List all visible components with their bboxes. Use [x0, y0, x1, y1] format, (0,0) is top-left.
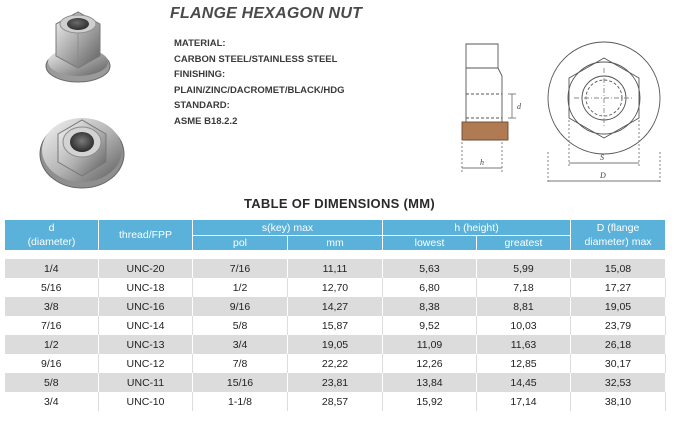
cell-s-mm: 23,81 [288, 373, 383, 392]
cell-d: 7/16 [5, 316, 99, 335]
cell-s-mm: 28,57 [288, 392, 383, 411]
cell-thread: UNC-14 [99, 316, 193, 335]
cell-thread: UNC-13 [99, 335, 193, 354]
technical-drawing [444, 32, 670, 187]
drawing-label-D: D [600, 171, 606, 180]
cell-thread: UNC-18 [99, 278, 193, 297]
cell-D: 17,27 [571, 278, 666, 297]
cell-d: 9/16 [5, 354, 99, 373]
cell-D: 23,79 [571, 316, 666, 335]
header-d [5, 220, 99, 251]
side-view [462, 44, 516, 172]
cell-s-mm: 11,11 [288, 259, 383, 278]
cell-h-greatest: 14,45 [477, 373, 571, 392]
standard-label: STANDARD: [174, 100, 230, 111]
table-row [5, 259, 666, 278]
header-h: h (height) [383, 220, 571, 236]
header-s: s(key) max [193, 220, 383, 236]
drawing-label-s: S [600, 153, 604, 162]
cell-thread: UNC-12 [99, 354, 193, 373]
cell-d: 5/16 [5, 278, 99, 297]
drawing-label-h: h [480, 158, 484, 167]
cell-d: 1/2 [5, 335, 99, 354]
cell-D: 15,08 [571, 259, 666, 278]
cell-thread: UNC-10 [99, 392, 193, 411]
header-d-label: d [48, 222, 55, 234]
product-specs [174, 36, 344, 129]
cell-d: 1/4 [5, 259, 99, 278]
cell-h-greatest: 12,85 [477, 354, 571, 373]
cell-h-greatest: 8,81 [477, 297, 571, 316]
cell-D: 32,53 [571, 373, 666, 392]
cell-h-greatest: 5,99 [477, 259, 571, 278]
cell-h-greatest: 10,03 [477, 316, 571, 335]
table-title: TABLE OF DIMENSIONS (MM) [243, 196, 436, 211]
cell-h-lowest: 9,52 [383, 316, 477, 335]
cell-s-pol: 3/4 [193, 335, 288, 354]
product-photos [30, 4, 140, 194]
header-s-pol: pol [193, 236, 288, 251]
table-row [5, 297, 666, 316]
cell-s-pol: 7/16 [193, 259, 288, 278]
cell-h-lowest: 13,84 [383, 373, 477, 392]
material-label: MATERIAL: [174, 38, 226, 49]
header-s-mm: mm [288, 236, 383, 251]
cell-s-pol: 5/8 [193, 316, 288, 335]
cell-h-lowest: 11,09 [383, 335, 477, 354]
cell-thread: UNC-20 [99, 259, 193, 278]
table-row [5, 335, 666, 354]
cell-D: 38,10 [571, 392, 666, 411]
header-D-sub: diameter) max [584, 236, 652, 248]
finishing-label: FINISHING: [174, 69, 226, 80]
table-row [5, 354, 666, 373]
cell-s-mm: 22,22 [288, 354, 383, 373]
header-thread: thread/FPP [99, 220, 193, 251]
header-D [571, 220, 666, 251]
cell-thread: UNC-11 [99, 373, 193, 392]
cell-s-mm: 19,05 [288, 335, 383, 354]
standard-value: ASME B18.2.2 [174, 115, 238, 127]
cell-s-mm: 14,27 [288, 297, 383, 316]
cell-h-lowest: 15,92 [383, 392, 477, 411]
table-row [5, 316, 666, 335]
cell-s-pol: 15/16 [193, 373, 288, 392]
cell-h-greatest: 11,63 [477, 335, 571, 354]
cell-D: 19,05 [571, 297, 666, 316]
header-h-greatest: greatest [477, 236, 571, 251]
cell-s-pol: 1/2 [193, 278, 288, 297]
flange-nut-photo-top [38, 104, 128, 192]
cell-D: 26,18 [571, 335, 666, 354]
material-value: CARBON STEEL/STAINLESS STEEL [174, 53, 338, 65]
cell-d: 3/4 [5, 392, 99, 411]
header-d-sub: (diameter) [27, 236, 76, 248]
cell-thread: UNC-16 [99, 297, 193, 316]
table-row [5, 392, 666, 411]
finishing-value: PLAIN/ZINC/DACROMET/BLACK/HDG [174, 84, 345, 96]
header-h-lowest: lowest [383, 236, 477, 251]
cell-h-greatest: 17,14 [477, 392, 571, 411]
table-spacer [5, 251, 666, 260]
cell-d: 3/8 [5, 297, 99, 316]
top-view [548, 42, 660, 184]
cell-D: 30,17 [571, 354, 666, 373]
drawing-label-d: d [517, 102, 521, 111]
cell-h-lowest: 5,63 [383, 259, 477, 278]
header-D-label: D (flange [596, 222, 640, 234]
cell-d: 5/8 [5, 373, 99, 392]
dimensions-table [4, 219, 666, 411]
cell-h-lowest: 12,26 [383, 354, 477, 373]
cell-h-lowest: 6,80 [383, 278, 477, 297]
table-row [5, 373, 666, 392]
table-row [5, 278, 666, 297]
cell-h-greatest: 7,18 [477, 278, 571, 297]
product-title: FLANGE HEXAGON NUT [170, 5, 363, 22]
cell-s-mm: 15,87 [288, 316, 383, 335]
flange-nut-photo-side [44, 4, 114, 89]
cell-s-pol: 1-1/8 [193, 392, 288, 411]
cell-s-pol: 9/16 [193, 297, 288, 316]
cell-s-mm: 12,70 [288, 278, 383, 297]
cell-h-lowest: 8,38 [383, 297, 477, 316]
cell-s-pol: 7/8 [193, 354, 288, 373]
